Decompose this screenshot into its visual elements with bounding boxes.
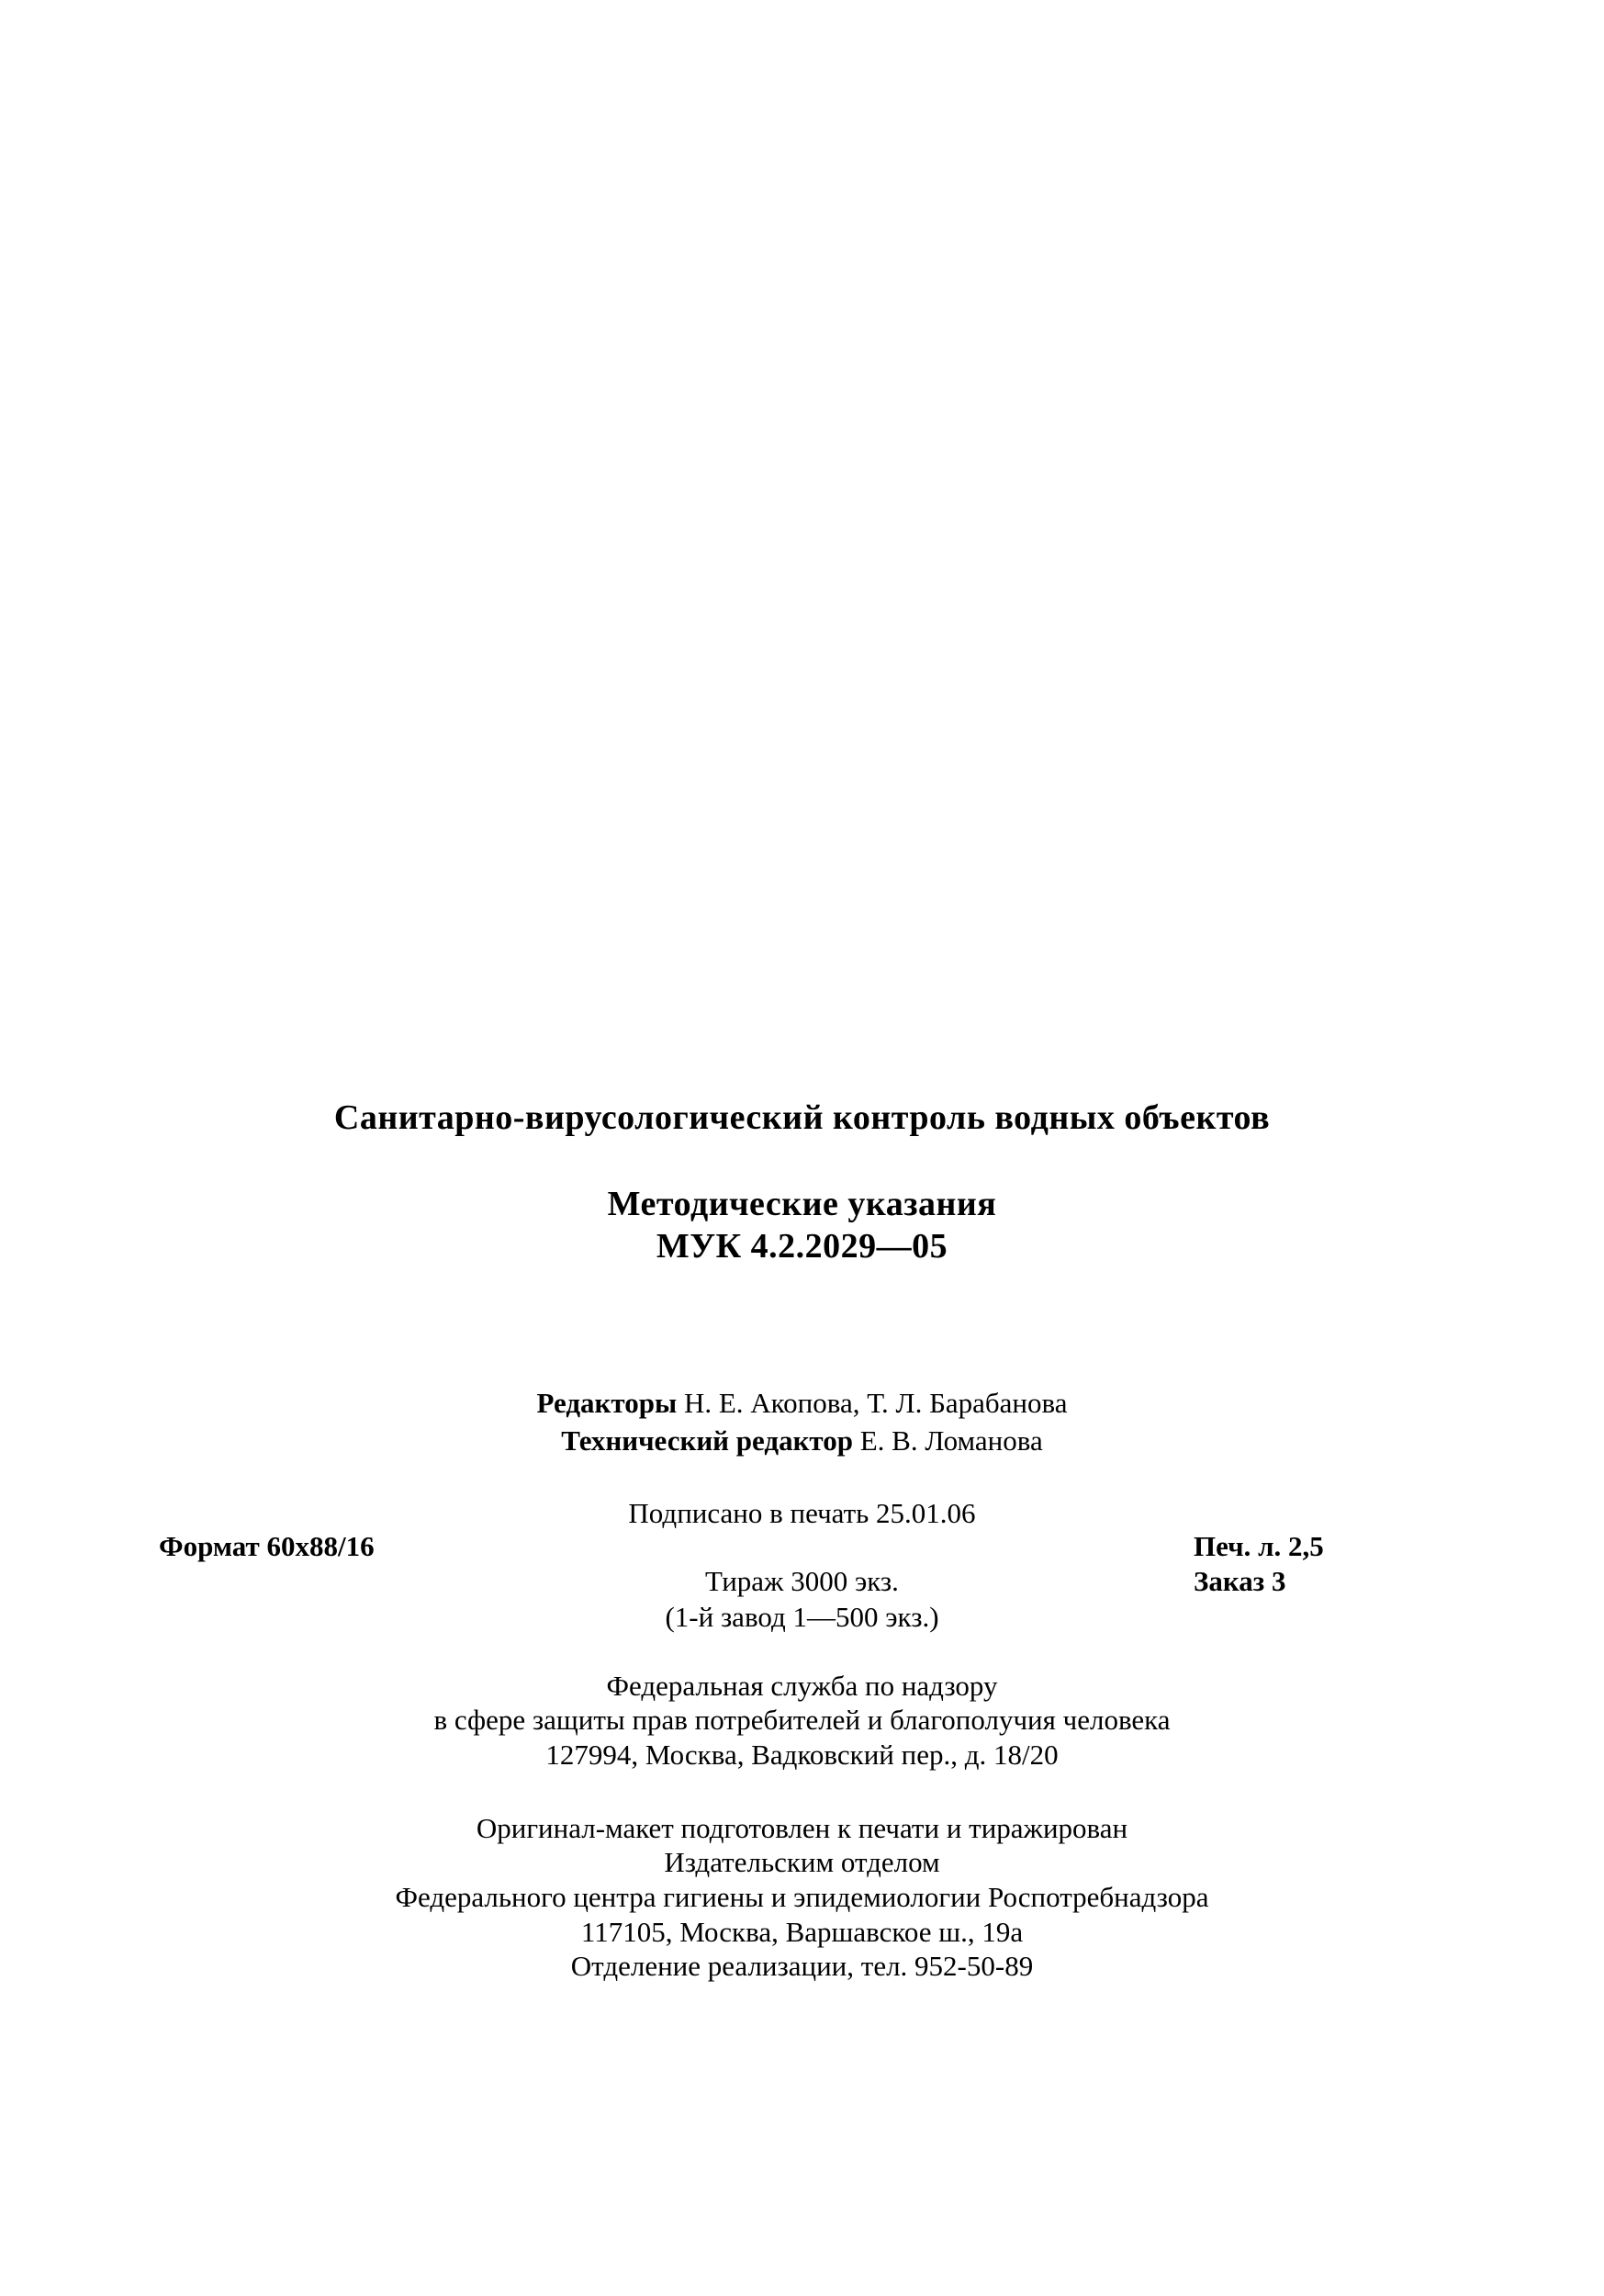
sheets-line: Печ. л. 2,5 bbox=[1194, 1530, 1324, 1562]
printer-line-3: Федерального центра гигиены и эпидемиологии Роспотребнадзора bbox=[395, 1881, 1209, 1913]
publisher-line-3: 127994, Москва, Вадковский пер., д. 18/20 bbox=[545, 1739, 1059, 1771]
format-line: Формат 60x88/16 bbox=[159, 1530, 375, 1562]
printer-line-5: Отделение реализации, тел. 952-50-89 bbox=[570, 1950, 1034, 1982]
tech-editor-name: Е. В. Ломанова bbox=[859, 1424, 1043, 1457]
printer-line-2: Издательским отделом bbox=[664, 1846, 940, 1878]
editors-label: Редакторы bbox=[536, 1387, 678, 1419]
publisher-line-2: в сфере защиты прав потребителей и благополучия человека bbox=[433, 1704, 1171, 1736]
tech-editor-line bbox=[0, 1426, 1604, 1455]
document-subtitle: Методические указания bbox=[607, 1185, 997, 1223]
publisher-line-1: Федеральная служба по надзору bbox=[606, 1670, 998, 1702]
editors-line bbox=[0, 1389, 1604, 1417]
print-run-line: Тираж 3000 экз. bbox=[705, 1565, 899, 1597]
order-line: Заказ 3 bbox=[1194, 1565, 1286, 1597]
printer-line-4: 117105, Москва, Варшавское ш., 19а bbox=[580, 1916, 1024, 1948]
document-code: МУК 4.2.2029—05 bbox=[656, 1227, 948, 1266]
signed-line: Подписано в печать 25.01.06 bbox=[628, 1497, 976, 1529]
first-batch-line: (1-й завод 1—500 экз.) bbox=[665, 1601, 939, 1633]
tech-editor-label: Технический редактор bbox=[561, 1424, 853, 1457]
document-title: Санитарно-вирусологический контроль водных объектов bbox=[333, 1098, 1271, 1137]
printer-line-1: Оригинал-макет подготовлен к печати и тиражирован bbox=[476, 1812, 1128, 1844]
editors-names: Н. Е. Акопова, Т. Л. Барабанова bbox=[683, 1387, 1068, 1419]
